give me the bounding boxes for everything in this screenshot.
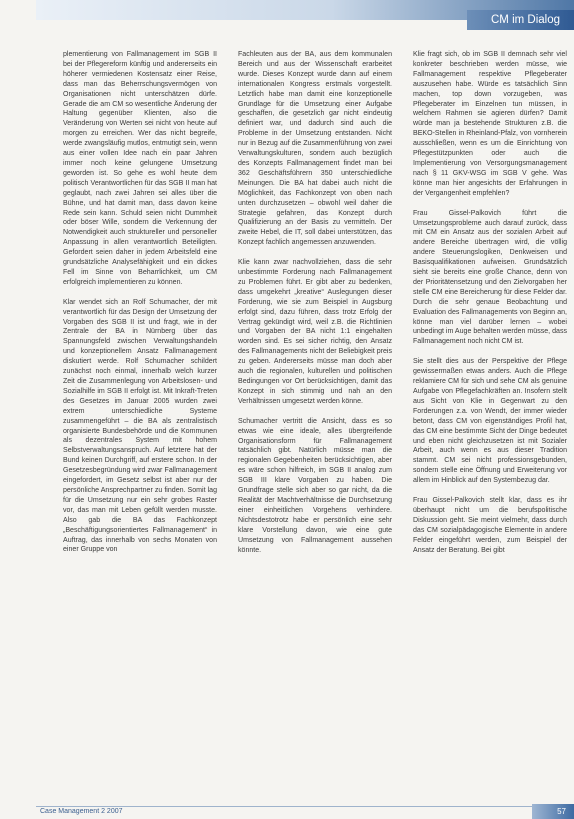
text-column-1: [63, 50, 217, 803]
paragraph: Klar wendet sich an Rolf Schumacher, der mit verantwortlich für das Design der Umsetzung der Vorgaben des SGB II ist und fragt, wie in der Zentrale der BA in Nürnberg über das Spannungsfeld zwischen Verwaltungshandeln und konzeptionellem Ansatz Fallmanagement diskutiert werde. Rolf Schumacher schildert zunächst noch einmal, innerhalb welch kurzer Zeit die Zusammenlegung von Arbeitslosen- und Sozialhilfe im SGB II erfolgt ist. Mit Inkraft-Treten des Gesetzes im Januar 2005 wurden zwei extrem unterschiedliche Systeme zusammengeführt – die BA als zentralistisch organisierte Bundesbehörde und die Kommunen als dezentrales System mit hohem Selbstverwaltungsanspruch. Auf letztere hat der Bund keinen Durchgriff, auf erstere schon. In der Gesetzesbegründung wird zwar Fallmanagement eingefordert, im Gesetz selbst ist aber nur der persönliche Ansprechpartner zu finden. Somit lag für die Umsetzung nur ein sehr grobes Raster vor, das man mit Leben gefüllt werden musste. Also gab die BA das Fachkonzept „Beschäftigungsorientiertes Fallmanagement“ in Auftrag, das innerhalb von sechs Monaten von einer Gruppe von: [63, 298, 217, 554]
text-column-2: [238, 50, 392, 803]
page-number: 57: [532, 804, 574, 819]
journal-title: Case Management 2 2007: [40, 808, 123, 815]
paragraph: Fachleuten aus der BA, aus dem kommunalen Bereich und aus der Wissenschaft erarbeitet wurde. Dieses Konzept wurde dann auf einem internationalen Kongress erstmals vorgestellt. Letztlich habe man damit eine konzeptionelle Grundlage für die Umsetzung einer Aufgabe geschaffen, die gesetzlich gar nicht eindeutig definiert war, und dadurch sind auch die Probleme in der Umsetzung entstanden. Nicht nur in Bezug auf die Zusammenführung von zwei Verwaltungskulturen, sondern auch bezüglich des Konzepts Fallmanagement findet man bei 362 Geschäftsführern 350 unterschiedliche Meinungen. Die BA hat dabei auch nicht die Möglichkeit, das Fachkonzept von oben nach unten durchzusetzen – obwohl weil daher die Strategie gefahren, das Konzept durch Qualifizierung an der Basis zu vermitteln. Der zweite Hebel, die IT, soll dabei unterstützen, das Konzept fachlich angemessen anzuwenden.: [238, 51, 392, 247]
paragraph: Frau Gissel-Palkovich stellt klar, dass es ihr überhaupt nicht um die berufspolitische Diskussion geht. Sie meint vielmehr, dass durch das CM sozialpädagogische Elemente in andere Felder eingeführt werden, zum Beispiel der Ansatz der Beratung. Bei gibt: [413, 497, 567, 554]
paragraph: Sie stellt dies aus der Perspektive der Pflege gewissermaßen etwas anders. Auch die Pflege reklamiere CM für sich und sehe CM als genuine Aufgabe von Pflegefachkräften an. Insofern stellt aus Sicht von Klie in Gegenwart zu den Forderungen z.a. von Wendt, der immer wieder betont, dass CM von eigenständiges Profil hat, das CM eine bestimmte Sicht der Dinge bedeutet und eben nicht gleichzusetzen ist mit Sozialer Arbeit, auch wenn es aus dieser Tradition stammt. CM sei nicht professionsgebunden, sondern stelle eine Öffnung und Erweiterung vor allem im Hinblick auf den Systembezug dar.: [413, 358, 567, 485]
paragraph: Frau Gissel-Palkovich führt die Umsetzungsprobleme auch darauf zurück, dass mit CM ein Ansatz aus der sozialen Arbeit auf andere Bereiche übertragen wird, die völlig andere Steuerungslogiken, Denkweisen und Basisqualifikationen aufweisen. Grundsätzlich sieht sie bereits eine große Chance, denn von der Prioritätensetzung und den Zielvorgaben her stelle CM eine Bereicherung für diese Felder dar. Durch die sehr genaue Beobachtung und Evaluation des Fallmanagements von Beginn an, könne man viel darüber lernen – wobei unbedingt im Auge behalten werden müsse, dass Fallmanagement noch nicht CM ist.: [413, 209, 567, 346]
paragraph: Klie kann zwar nachvollziehen, dass die sehr unbestimmte Forderung nach Fallmanagement zu Problemen führt. Er gibt aber zu bedenken, dass umgekehrt „kreative“ Auslegungen dieser Forderung, wie sie zum Beispiel in Augsburg erfolgt sind, dazu führen, dass trotz Erfolg der Vertrag gekündigt wird, weil z.B. die Richtlinien und Vorgaben der BA nicht 1:1 eingehalten worden sind. Es sei sicher richtig, den Ansatz des Fallmanagements nicht der Beliebigkeit preis zu geben. Andererseits müsse man doch aber auch die regionalen, kulturellen und politischen Bedingungen vor Ort berücksichtigen, damit das Konzept in sich stimmig und nah an den Verhältnissen umgesetzt werden könne.: [238, 259, 392, 405]
paragraph: Klie fragt sich, ob im SGB II demnach sehr viel konkreter beschrieben werden müsse, wie Fallmanagement respektive Pflegeberater auszusehen habe. Würde es tatsächlich Sinn machen, top down vorzugeben, was Pflegeberater im Einzelnen tun müssen, in welchem Rahmen sie agieren dürfen? Damit würde man ja bestehende Strukturen z.B. die BEKO-Stellen in Rheinland-Pfalz, von vornherein ausschließen, wenn es um die Einrichtung von Pflegestützpunkten oder auch die Implementierung von Versorgungsmanagement nach § 11 GKV-WSG im SGB V gehe. Was könne man hier angesichts der Erfahrungen in der Vergangenheit empfehlen?: [413, 51, 567, 197]
section-label: CM im Dialog: [467, 10, 574, 30]
text-column-3: [413, 50, 567, 803]
paragraph: plementierung von Fallmanagement im SGB II bei der Pflegereform künftig und andererseits ein höherer vermiedenen Kostensatz einer Reise, dass man das Beherrschungsvermögen von Organisationen nicht unterschätzen dürfe. Gerade die am CM so wesentliche Änderung der Haltung gegenüber Klienten, also die Veränderung von Werten sei nicht von heute auf morgen zu erreichen. Wer das nicht begreife, werde zwangsläufig mutlos, entmutigt sein, wenn aus einer vollen Idee nach ein paar Jahren immer noch keine gelungene Umsetzung geworden ist. So gehe es wohl heute dem politisch Verantwortlichen für das SGB II man hat geglaubt, nach zwei Jahren sei alles über die Bühne, und hat damit man, dass davon keine Rede sein kann. Schuld seien nicht Dummheit oder böser Wille, sondern die Verkennung der Notwendigkeit auch struktureller und personeller Anpassung in allen verantwortlich Beteiligten. Gefordert seien daher in jedem Arbeitsfeld eine grundsätzliche Analysefähigkeit und ein dickes Fell im Sinne von Beharrlichkeit, um CM erfolgreich implementieren zu können.: [63, 51, 217, 286]
footer-rule: [36, 806, 538, 807]
paragraph: Schumacher vertritt die Ansicht, dass es so etwas wie eine ideale, alles übergreifende Organisationsform für Fallmanagement tatsächlich gibt. Natürlich müsse man die regionalen Gegebenheiten berücksichtigen, aber es wäre schon hilfreich, im SGB II analog zum SGB III klare Vorgaben zu haben. Die Grundfrage stelle sich aber so gar nicht, da die Realität der Machtverhältnisse die Durchsetzung einer einheitlichen Vorgehens verhindere. Nichtsdestotrotz habe er persönlich eine sehr klare Vorstellung davon, wie eine gute Umsetzung von Fallmanagement aussehen könnte.: [238, 417, 392, 554]
